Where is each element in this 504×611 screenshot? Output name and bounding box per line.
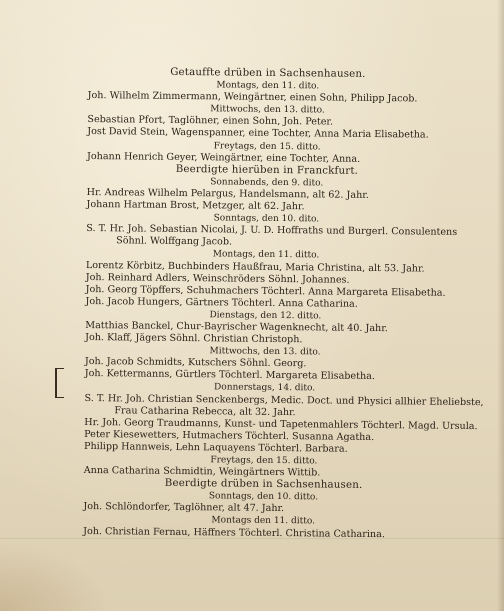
register-entry: Joh. Wilhelm Zimmermann, Weingärtner, einen Sohn, Philipp Jacob. — [87, 90, 418, 105]
register-entry: Johann Hartman Brost, Metzger, alt 62. Jahr. — [86, 199, 305, 213]
date-heading: Donnerstags, 14. dito. — [214, 382, 316, 394]
date-heading: Freytags, den 15. ditto. — [213, 140, 321, 153]
section-heading-baptisms-sachsenhausen: Getauffte drüben in Sachsenhausen. — [170, 66, 366, 80]
register-entry: S. T. Hr. Joh. Christian Senckenbergs, Medic. Doct. und Physici allhier Eheliebste, — [84, 392, 484, 408]
paper-stain — [0, 541, 110, 611]
register-entry: Matthias Banckel, Chur-Bayrischer Wagenknecht, alt 40. Jahr. — [85, 319, 388, 335]
register-entry-continuation: Söhnl. Wolffgang Jacob. — [116, 235, 233, 248]
register-entry: Peter Kiesewetters, Hutmachers Töchterl. Susanna Agatha. — [84, 428, 375, 443]
register-entry: Johann Henrich Geyer, Weingärtner, eine Tochter, Anna. — [86, 150, 361, 165]
register-entry: S. T. Hr. Joh. Sebastian Nicolai, J. U. D. Hoffraths und Burgerl. Consulentens — [86, 223, 458, 239]
date-heading: Sonnabends, den 9. dito. — [210, 177, 324, 189]
date-heading: Montags den 11. ditto. — [211, 515, 316, 527]
register-entry: Hr. Joh. Georg Traudmanns, Kunst- und Tapetenmahlers Töchterl. Magd. Ursula. — [84, 416, 478, 432]
date-heading: Montags, den 11. ditto. — [212, 249, 320, 261]
date-heading: Mittwochs, den 13. dito. — [209, 346, 321, 358]
register-entry: Joh. Georg Töpffers, Schuhmachers Töchterl. Anna Margareta Elisabetha. — [85, 283, 446, 299]
register-entry: Joh. Christian Fernau, Häffners Töchterl. Christina Catharina. — [83, 525, 385, 540]
date-heading: Dienstags, den 12. ditto. — [209, 310, 322, 322]
section-heading-burials-sachsenhausen: Beerdigte drüben in Sachsenhausen. — [164, 478, 363, 492]
page-edge-shadow — [497, 0, 504, 611]
register-entry: Anna Catharina Schmidtin, Weingärtners Wittib. — [83, 465, 321, 479]
date-heading: Sonntags, den 10. ditto. — [208, 491, 319, 503]
register-entry: Joh. Schlöndorfer, Taglöhner, alt 47. Jahr. — [83, 501, 285, 515]
register-entry: Joh. Jacob Hungers, Gärtners Töchterl. Anna Catharina. — [85, 295, 358, 310]
register-entry: Joh. Reinhard Adlers, Weinschröders Söhnl. Johannes. — [85, 271, 350, 286]
register-entry: Joh. Jacob Schmidts, Kutschers Söhnl. Georg. — [84, 356, 307, 370]
register-entry: Hr. Andreas Wilhelm Pelargus, Handelsmann, alt 62. Jahr. — [86, 186, 369, 201]
register-entry: Joh. Kettermanns, Gürtlers Töchterl. Margareta Elisabetha. — [84, 368, 376, 383]
register-entry: Sebastian Pfort, Taglöhner, einen Sohn, Joh. Peter. — [87, 114, 334, 128]
date-heading: Sonntags, den 10. dito. — [213, 213, 320, 225]
date-heading: Montags, den 11. dito. — [216, 80, 320, 92]
register-entry: Lorentz Körbitz, Buchbinders Haußfrau, Maria Christina, alt 53. Jahr. — [85, 259, 425, 275]
date-heading: Freytags, den 15. ditto. — [210, 455, 318, 467]
register-entry: Joh. Klaff, Jägers Söhnl. Christian Christoph. — [85, 332, 303, 346]
register-entry: Philipp Hannweis, Lehn Laquayens Töchterl. Barbara. — [83, 440, 348, 455]
date-heading: Mittwochs, den 13. ditto. — [210, 104, 325, 116]
register-entry: Jost David Stein, Wagenspanner, eine Tochter, Anna Maria Elisabetha. — [87, 126, 429, 142]
margin-bracket-mark — [55, 368, 64, 398]
section-heading-burials-frankfurt: Beerdigte hierüben in Franckfurt. — [175, 163, 359, 177]
register-entry-continuation: Frau Catharina Rebecca, alt 32. Jahr. — [114, 404, 296, 418]
register-text-block — [83, 66, 484, 541]
